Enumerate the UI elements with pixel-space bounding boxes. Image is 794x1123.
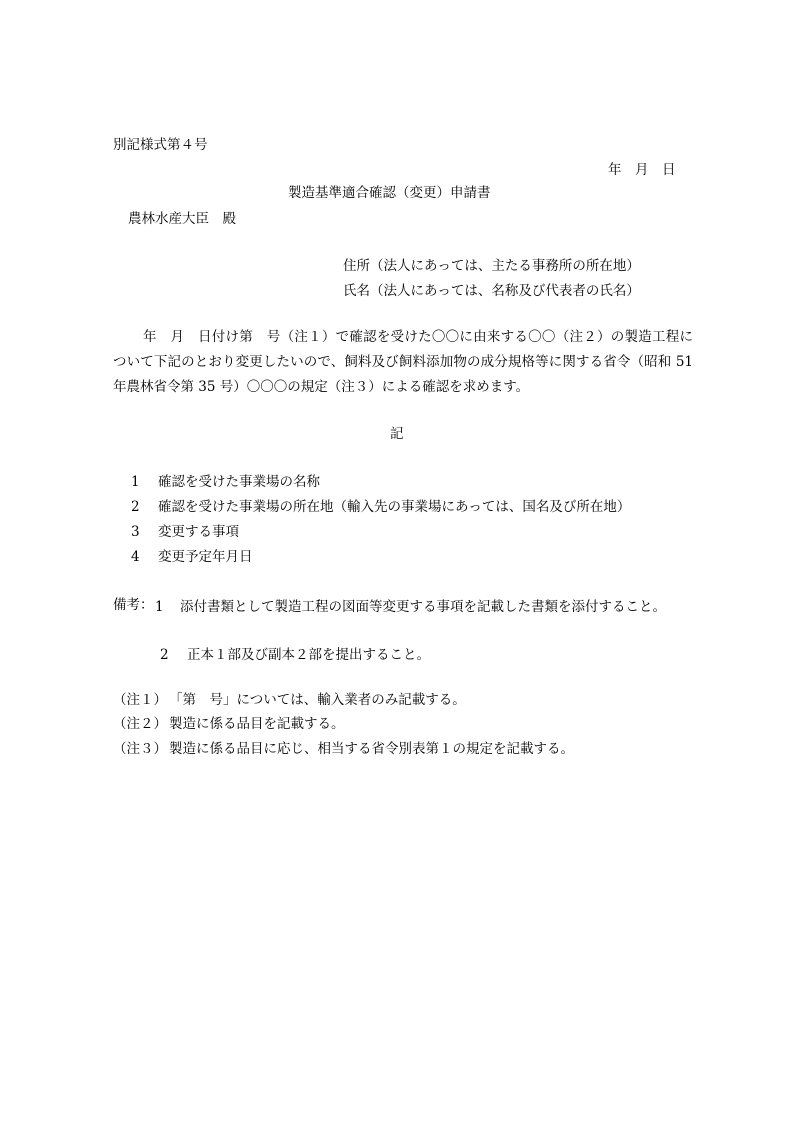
list-item [131,495,630,520]
document-title: 製造基準適合確認（変更）申請書 [288,185,491,201]
note-tag: （注２） [113,716,167,732]
ki-heading: 記 [390,426,404,442]
item-list [131,470,630,570]
note-text: 製造に係る品目を記載する。 [169,716,345,732]
remark-text: 添付書類として製造工程の図面等変更する事項を記載した書類を添付すること。 [180,599,666,615]
item-number: 2 [131,499,140,515]
remark-item [160,645,430,665]
item-text: 変更する事項 [158,524,239,540]
request-body-text: 年 月 日付け第 号（注１）で確認を受けた〇〇に由来する〇〇（注２）の製造工程について下記のとおり変更したいので、飼料及び飼料添加物の成分規格等に関する省令（昭和 51 年農林省令第 35 号）〇〇〇の規定（注３）による確認を求めます。 [113,329,693,395]
note-text: 「第 号」については、輸入業者のみ記載する。 [169,692,466,708]
applicant-address: 住所（法人にあっては、主たる事務所の所在地） [343,258,640,274]
note-item [113,739,574,759]
remark-text: 正本１部及び副本２部を提出すること。 [187,647,430,663]
item-number: 3 [131,524,140,540]
remarks-label: 備考： [113,597,154,613]
note-item [113,690,466,710]
list-item [131,470,630,495]
note-item [113,714,345,734]
item-number: 4 [131,549,140,565]
list-item [131,545,630,570]
item-number: 1 [131,474,140,490]
item-text: 確認を受けた事業場の名称 [158,474,320,490]
applicant-name: 氏名（法人にあっては、名称及び代表者の氏名） [343,283,640,299]
form-number: 別記様式第４号 [113,137,208,153]
note-tag: （注３） [113,741,167,757]
addressee: 農林水産大臣 殿 [128,211,236,227]
note-tag: （注１） [113,692,167,708]
list-item [131,520,630,545]
remark-number: 1 [155,599,164,615]
item-text: 確認を受けた事業場の所在地（輸入先の事業場にあっては、国名及び所在地） [158,499,631,515]
note-text: 製造に係る品目に応じ、相当する省令別表第１の規定を記載する。 [169,741,574,757]
remark-item [155,595,695,620]
item-text: 変更予定年月日 [158,549,253,565]
date-line: 年 月 日 [608,162,676,178]
remark-number: 2 [160,647,169,663]
